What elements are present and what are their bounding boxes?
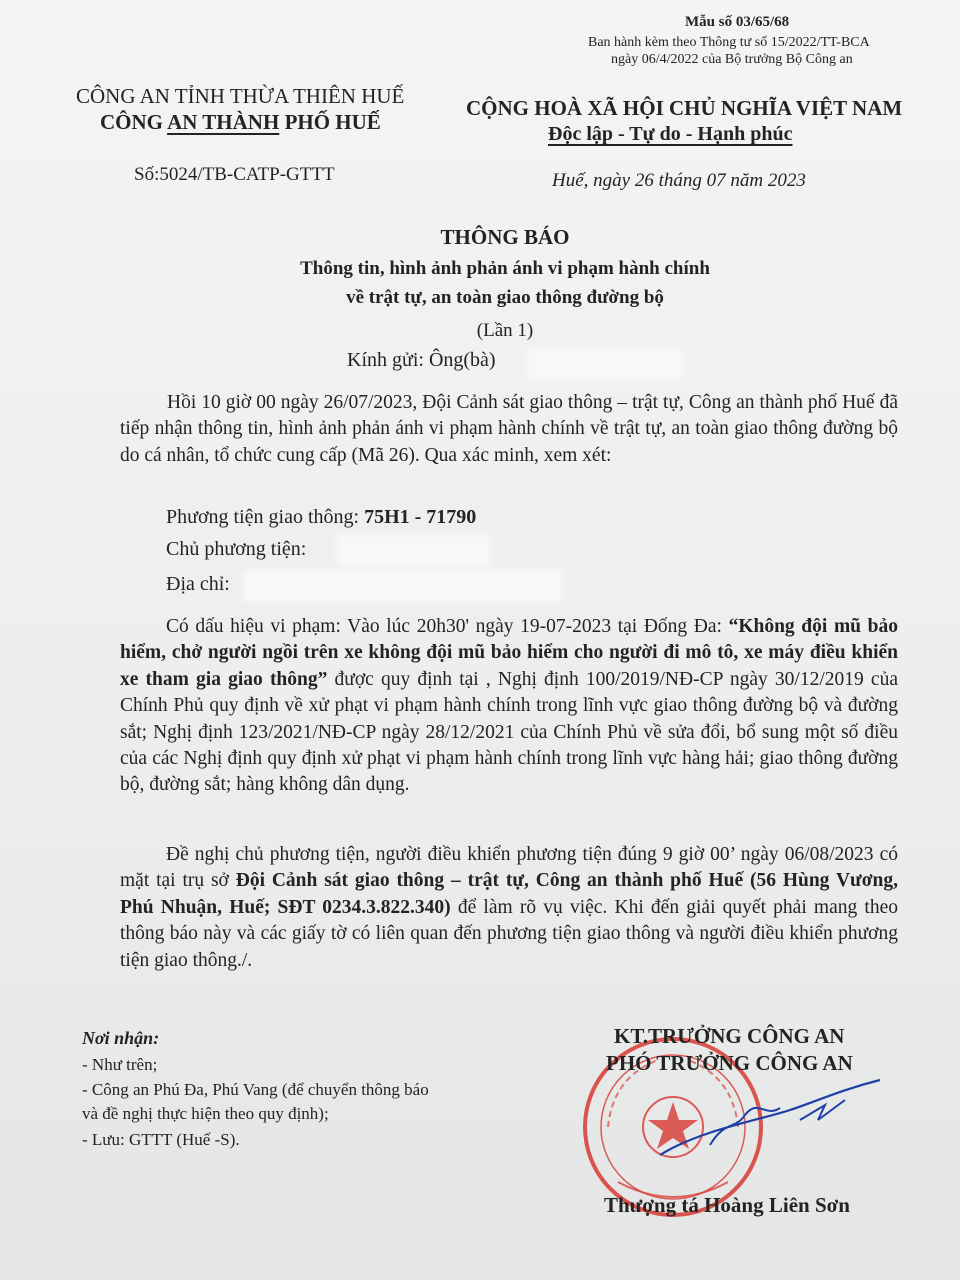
- recipients-label: Nơi nhận:: [82, 1028, 160, 1048]
- signature-title-1: KT.TRƯỞNG CÔNG AN: [614, 1024, 845, 1048]
- issue-date: Huế, ngày 26 tháng 07 năm 2023: [552, 170, 806, 191]
- recipient-salutation: Kính gửi: Ông(bà): [347, 349, 496, 371]
- intro-paragraph: Hồi 10 giờ 00 ngày 26/07/2023, Đội Cảnh sát giao thông – trật tự, Công an thành phố Huế đã tiếp nhận thông tin, hình ảnh phản ánh vi phạm hành chính về trật tự, an toàn giao thông đường bộ do cá nhân, tổ chức cung cấp (Mã 26). Qua xác minh, xem xét:: [120, 392, 898, 466]
- nation-motto: Độc lập - Tự do - Hạnh phúc: [548, 123, 793, 145]
- page-title: THÔNG BÁO: [440, 225, 570, 249]
- recipient-item: - Như trên;: [82, 1055, 158, 1074]
- vehicle-label: Phương tiện giao thông:: [166, 506, 360, 528]
- signature-title-2: PHÓ TRƯỞNG CÔNG AN: [606, 1051, 853, 1075]
- subtitle-line-2: về trật tự, an toàn giao thông đường bộ: [346, 287, 664, 308]
- handwritten-signature: [640, 1060, 900, 1180]
- violation-paragraph: Có dấu hiệu vi phạm: Vào lúc 20h30' ngày 19-07-2023 tại Đống Đa: “Không đội mũ bảo hiểm, chở người ngồi trên xe không đội mũ bảo hiểm cho người đi mô tô, xe máy điều khiển xe tham gia giao thông” được quy định tại , Nghị định 100/2019/NĐ-CP ngày 30/12/2019 của Chính Phủ quy định về xử phạt vi phạm hành chính trong lĩnh vực giao thông đường bộ và đường sắt; Nghị định 123/2021/NĐ-CP ngày 28/12/2021 của Chính Phủ về sửa đổi, bổ sung một số điều của các Nghị định quy định xử phạt vi phạm hành chính trong lĩnh vực hàng hải; giao thông đường bộ, đường sắt; hàng không dân dụng.: [120, 616, 898, 796]
- recipient-item: - Công an Phú Đa, Phú Vang (để chuyển thông báo: [82, 1080, 429, 1099]
- agency-name: CÔNG AN THÀNH PHỐ HUẾ: [100, 110, 381, 134]
- notice-count: (Lần 1): [476, 320, 534, 341]
- redacted-owner-box: [340, 538, 488, 564]
- vehicle-field: [166, 506, 476, 529]
- document-number: Số:5024/TB-CATP-GTTT: [134, 164, 335, 185]
- signer-name: Thượng tá Hoàng Liên Sơn: [604, 1193, 850, 1217]
- subtitle-line-1: Thông tin, hình ảnh phản ánh vi phạm hành chính: [300, 258, 710, 279]
- owner-label: Chủ phương tiện:: [166, 538, 307, 560]
- request-paragraph: Đề nghị chủ phương tiện, người điều khiển phương tiện đúng 9 giờ 00’ ngày 06/08/2023 có mặt tại trụ sở Đội Cảnh sát giao thông – trật tự, Công an thành phố Huế (56 Hùng Vương, Phú Nhuận, Huế; SĐT 0234.3.822.340) để làm rõ vụ việc. Khi đến giải quyết phải mang theo thông báo này và các giấy tờ có liên quan đến phương tiện giao thông và người điều khiển phương tiện giao thông./.: [120, 844, 898, 971]
- form-note-line-1: Ban hành kèm theo Thông tư số 15/2022/TT-BCA: [588, 35, 870, 50]
- violation-description: “Không đội mũ bảo hiểm, chở người ngồi trên xe không đội mũ bảo hiểm cho người đi mô tô, xe máy điều khiển xe tham gia giao thông”: [120, 616, 898, 690]
- address-label: Địa chỉ:: [166, 573, 230, 595]
- form-note-line-2: ngày 06/4/2022 của Bộ trưởng Bộ Công an: [611, 52, 853, 67]
- recipient-item: - Lưu: GTTT (Huế -S).: [82, 1130, 240, 1149]
- redacted-name-box: [530, 352, 680, 376]
- redacted-address-box: [246, 573, 560, 599]
- office-address: Đội Cảnh sát giao thông – trật tự, Công an thành phố Huế (56 Hùng Vương, Phú Nhuận, Huế; SĐT 0234.3.822.340): [120, 870, 898, 918]
- recipient-item: và đề nghị thực hiện theo quy định);: [82, 1104, 329, 1123]
- vehicle-plate: 75H1 - 71790: [364, 506, 477, 528]
- form-code: Mẫu số 03/65/68: [685, 14, 790, 30]
- nation-title: CỘNG HOÀ XÃ HỘI CHỦ NGHĨA VIỆT NAM: [466, 96, 903, 120]
- agency-parent: CÔNG AN TỈNH THỪA THIÊN HUẾ: [76, 84, 405, 108]
